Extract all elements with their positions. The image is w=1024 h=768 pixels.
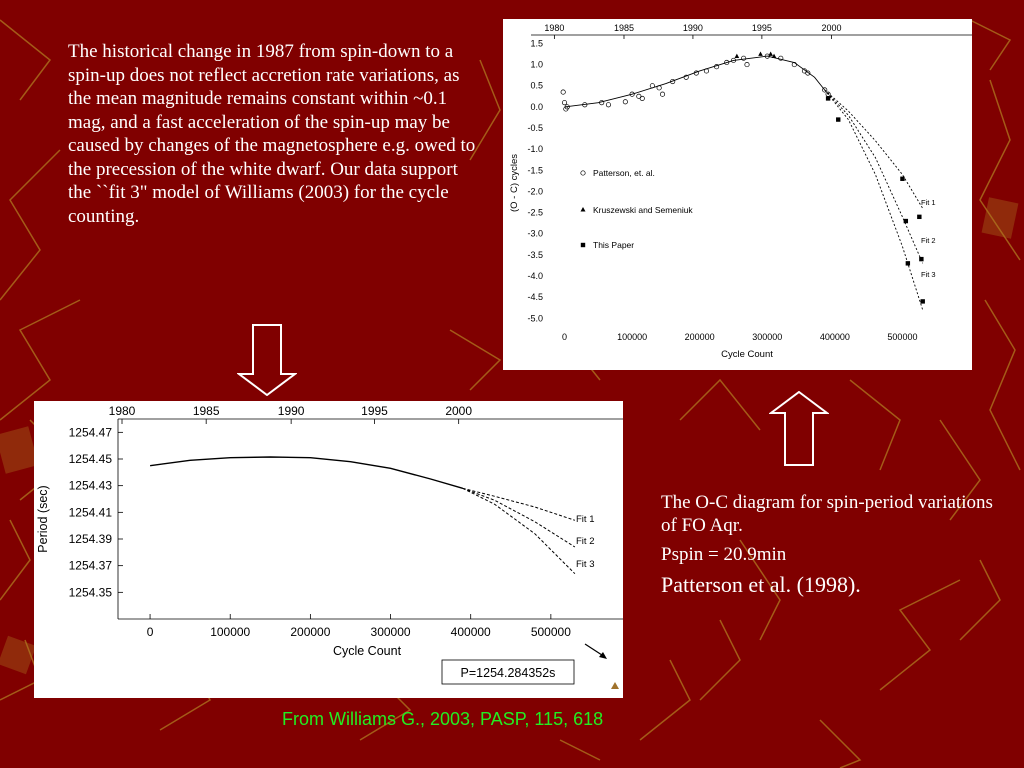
y-tick-label: 1254.35 (68, 585, 112, 600)
data-point-patterson (606, 103, 610, 107)
y-tick-label: -1.0 (527, 144, 543, 155)
x-tick-label: 200000 (290, 625, 331, 639)
top-axis-tick-label: 1995 (751, 23, 772, 33)
down-arrow-icon (237, 324, 297, 396)
data-point-patterson (660, 92, 664, 96)
series-line-main (150, 457, 463, 488)
fit-label: Fit 1 (576, 514, 595, 525)
x-tick-label: 300000 (752, 332, 783, 342)
series-line-fit-1 (463, 488, 575, 520)
top-axis-tick-label: 1990 (682, 23, 703, 33)
y-tick-label: -3.5 (527, 249, 543, 260)
data-point-patterson (741, 56, 745, 60)
series-line-fit-2 (825, 90, 923, 263)
y-tick-label: 0.0 (530, 101, 543, 112)
data-point-kruszewski (735, 54, 740, 58)
y-tick-label: -4.0 (527, 271, 543, 282)
oc-diagram-panel (503, 19, 972, 370)
x-tick-label: 500000 (887, 332, 918, 342)
x-tick-label: 400000 (450, 625, 491, 639)
y-tick-label: 0.5 (530, 80, 543, 91)
data-point-this-paper (836, 117, 840, 121)
period-chart-panel (34, 401, 623, 698)
top-axis-tick-label: 1995 (361, 404, 388, 418)
pointer-arrow-head (599, 652, 607, 659)
fit-label: Fit 3 (921, 270, 936, 279)
x-tick-label: 100000 (210, 625, 251, 639)
x-tick-label: 0 (146, 625, 154, 639)
x-tick-label: 0 (562, 332, 568, 342)
data-point-this-paper (917, 215, 921, 219)
series-line-fit-curve (565, 56, 825, 107)
data-point-patterson (640, 96, 644, 100)
y-axis-label: (O - C) cycles (509, 153, 520, 213)
y-tick-label: 1254.39 (68, 532, 112, 546)
x-tick-label: 400000 (819, 332, 850, 342)
series-line-fit-2 (463, 488, 575, 547)
y-tick-label: 1254.47 (68, 425, 112, 440)
annotation-label: P=1254.284352s (460, 666, 556, 680)
data-point-patterson (745, 62, 749, 66)
top-axis-tick-label: 1980 (108, 404, 136, 418)
top-axis-tick-label: 1985 (613, 23, 635, 33)
y-tick-label: -1.5 (527, 165, 543, 176)
x-axis-label: Cycle Count (721, 349, 773, 360)
fit-label: Fit 2 (576, 536, 595, 547)
data-point-this-paper (900, 177, 904, 181)
x-tick-label: 500000 (530, 625, 571, 639)
top-axis-tick-label: 1990 (277, 404, 305, 418)
up-arrow-icon (769, 391, 829, 467)
y-tick-label: -4.5 (527, 292, 543, 303)
y-tick-label: -3.0 (527, 228, 543, 239)
series-line-fit-3 (825, 90, 923, 310)
legend-label: This Paper (593, 240, 635, 250)
x-tick-label: 300000 (370, 625, 411, 639)
top-axis-tick-label: 2000 (821, 23, 842, 33)
source-credit: From Williams G., 2003, PASP, 115, 618 (282, 709, 604, 729)
data-point-this-paper (904, 219, 908, 223)
y-tick-label: 1.0 (530, 59, 543, 70)
fit-label: Fit 2 (921, 236, 936, 245)
y-tick-label: 1254.41 (68, 505, 112, 520)
y-tick-label: 1254.43 (68, 478, 112, 493)
x-tick-label: 200000 (684, 332, 715, 342)
figure-caption (661, 491, 1011, 598)
y-tick-label: 1254.37 (68, 558, 112, 573)
caption-line-1: The O-C diagram for spin-period variations of FO Aqr. (661, 492, 993, 536)
y-tick-label: -2.5 (527, 207, 543, 218)
y-tick-label: 1.5 (530, 38, 543, 49)
legend-marker-triangle (581, 207, 586, 212)
data-point-kruszewski (758, 52, 763, 56)
description-paragraph: The historical change in 1987 from spin-down to a spin-up does not reflect accretion rate variations, as the mean magnitude remains constant within ~0.1 mag, and a fast acceleration of the spin-up may be caused by changes of the magnetosphere e.g. owed to the precession of the white dwarf. Our data support the ``fit 3" model of Williams (2003) for the cycle counting. (68, 41, 476, 227)
y-tick-label: 1254.45 (68, 452, 112, 466)
y-axis-label: Period (sec) (36, 485, 50, 553)
series-line-fit-3 (463, 488, 575, 573)
fit-label: Fit 3 (576, 559, 595, 570)
y-tick-label: -5.0 (527, 313, 543, 324)
top-axis-tick-label: 1985 (192, 404, 220, 418)
caption-line-2: Pspin = 20.9min (661, 544, 787, 565)
data-point-patterson (623, 100, 627, 104)
x-tick-label: 100000 (617, 332, 648, 342)
data-point-this-paper (921, 299, 925, 303)
legend-label: Patterson, et. al. (593, 168, 655, 178)
data-point-patterson (562, 100, 566, 104)
legend-label: Kruszewski and Semeniuk (593, 205, 693, 215)
legend-marker-circle (581, 171, 585, 175)
caption-line-3: Patterson et al. (1998). (661, 572, 861, 597)
period-chart (34, 401, 623, 698)
fit-label: Fit 1 (921, 198, 936, 207)
oc-diagram-chart (503, 19, 972, 370)
top-axis-tick-label: 2000 (445, 404, 473, 418)
y-tick-label: -2.0 (527, 186, 543, 197)
top-axis-tick-label: 1980 (544, 23, 565, 33)
x-axis-label: Cycle Count (332, 644, 402, 658)
data-point-kruszewski (768, 52, 773, 56)
y-tick-label: -0.5 (527, 123, 543, 134)
data-point-patterson (561, 90, 565, 94)
corner-triangle-icon (611, 682, 619, 689)
legend-marker-square (581, 243, 585, 247)
series-line-fit-1 (825, 90, 923, 208)
